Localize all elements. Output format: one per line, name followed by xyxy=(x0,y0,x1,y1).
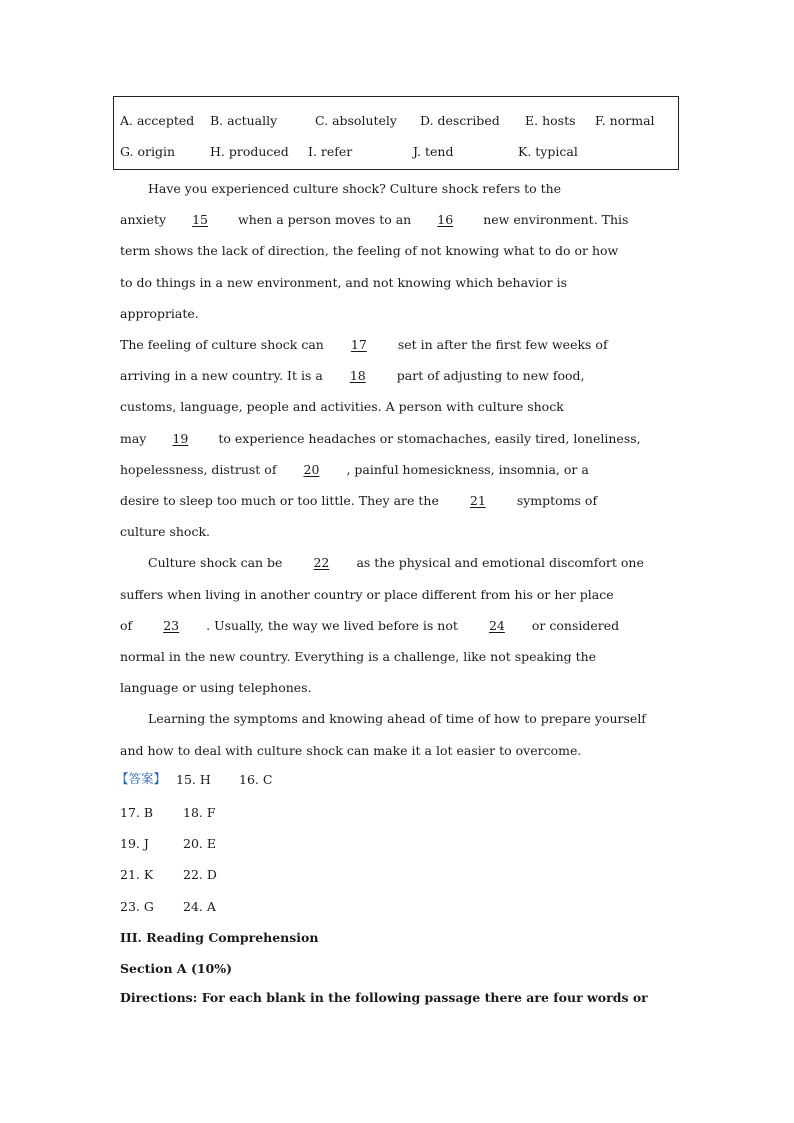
word-option: H. produced xyxy=(210,144,289,159)
blank-24: 24 xyxy=(488,618,505,633)
answer-item: 23. G xyxy=(120,899,154,914)
answer-item: 21. K xyxy=(120,867,154,882)
word-option: E. hosts xyxy=(525,113,576,128)
passage-line: term shows the lack of direction, the feeling of not knowing what to do or how xyxy=(120,243,619,258)
blank-16: 16 xyxy=(437,212,454,227)
answer-item: 24. A xyxy=(183,899,216,914)
passage-line: The feeling of culture shock can 17 set in after the first few weeks of xyxy=(120,337,608,352)
passage-line: desire to sleep too much or too little. They are the 21 symptoms of xyxy=(120,493,598,508)
blank-15: 15 xyxy=(192,212,208,227)
word-option: G. origin xyxy=(120,144,176,159)
word-option: B. actually xyxy=(210,113,278,128)
word-option: F. normal xyxy=(595,113,655,128)
passage-line: to do things in a new environment, and not knowing which behavior is xyxy=(120,275,567,290)
passage-line: normal in the new country. Everything is a challenge, like not speaking the xyxy=(120,649,597,664)
answer-item: 20. E xyxy=(183,836,216,851)
passage-line: anxiety 15 when a person moves to an 16 new environment. This xyxy=(120,212,629,227)
passage-line: arriving in a new country. It is a 18 part of adjusting to new food, xyxy=(120,368,585,383)
answer-item: 19. J xyxy=(120,836,149,851)
word-option: J. tend xyxy=(413,144,454,159)
passage-line: language or using telephones. xyxy=(120,680,312,695)
passage-line: Culture shock can be 22 as the physical and emotional discomfort one xyxy=(148,555,644,570)
passage-line: Have you experienced culture shock? Culture shock refers to the xyxy=(148,181,562,196)
blank-22: 22 xyxy=(313,555,330,570)
blank-17: 17 xyxy=(350,337,367,352)
answer-item: 18. F xyxy=(183,805,216,820)
word-option: C. absolutely xyxy=(315,113,397,128)
answer-item: 15. H xyxy=(176,772,211,787)
answer-item: 22. D xyxy=(183,867,217,882)
blank-19: 19 xyxy=(172,431,189,446)
word-option: A. accepted xyxy=(120,113,195,128)
passage-line: of 23 . Usually, the way we lived before is not 24 or considered xyxy=(120,618,620,633)
word-bank-box xyxy=(113,96,679,170)
word-option: I. refer xyxy=(308,144,353,159)
section-subheading: Section A (10%) xyxy=(120,961,233,976)
passage-line: culture shock. xyxy=(120,524,211,539)
answer-tag: 【答案】 xyxy=(116,771,167,786)
passage-line: suffers when living in another country or place different from his or her place xyxy=(120,587,614,602)
section-heading: III. Reading Comprehension xyxy=(120,930,319,945)
passage-line: may 19 to experience headaches or stomachaches, easily tired, loneliness, xyxy=(120,431,641,446)
directions-text: Directions: For each blank in the following passage there are four words or xyxy=(120,990,648,1005)
word-option: K. typical xyxy=(518,144,578,159)
blank-23: 23 xyxy=(163,618,180,633)
passage-line: and how to deal with culture shock can make it a lot easier to overcome. xyxy=(120,743,582,758)
passage-line: Learning the symptoms and knowing ahead of time of how to prepare yourself xyxy=(148,711,646,726)
passage-line: appropriate. xyxy=(120,306,199,321)
blank-18: 18 xyxy=(349,368,366,383)
blank-20: 20 xyxy=(303,462,320,477)
passage-line: customs, language, people and activities. A person with culture shock xyxy=(120,399,564,414)
answer-item: 17. B xyxy=(120,805,154,820)
blank-21: 21 xyxy=(469,493,486,508)
passage-line: hopelessness, distrust of 20 , painful homesickness, insomnia, or a xyxy=(120,462,589,477)
word-option: D. described xyxy=(420,113,500,128)
answer-item: 16. C xyxy=(239,772,273,787)
